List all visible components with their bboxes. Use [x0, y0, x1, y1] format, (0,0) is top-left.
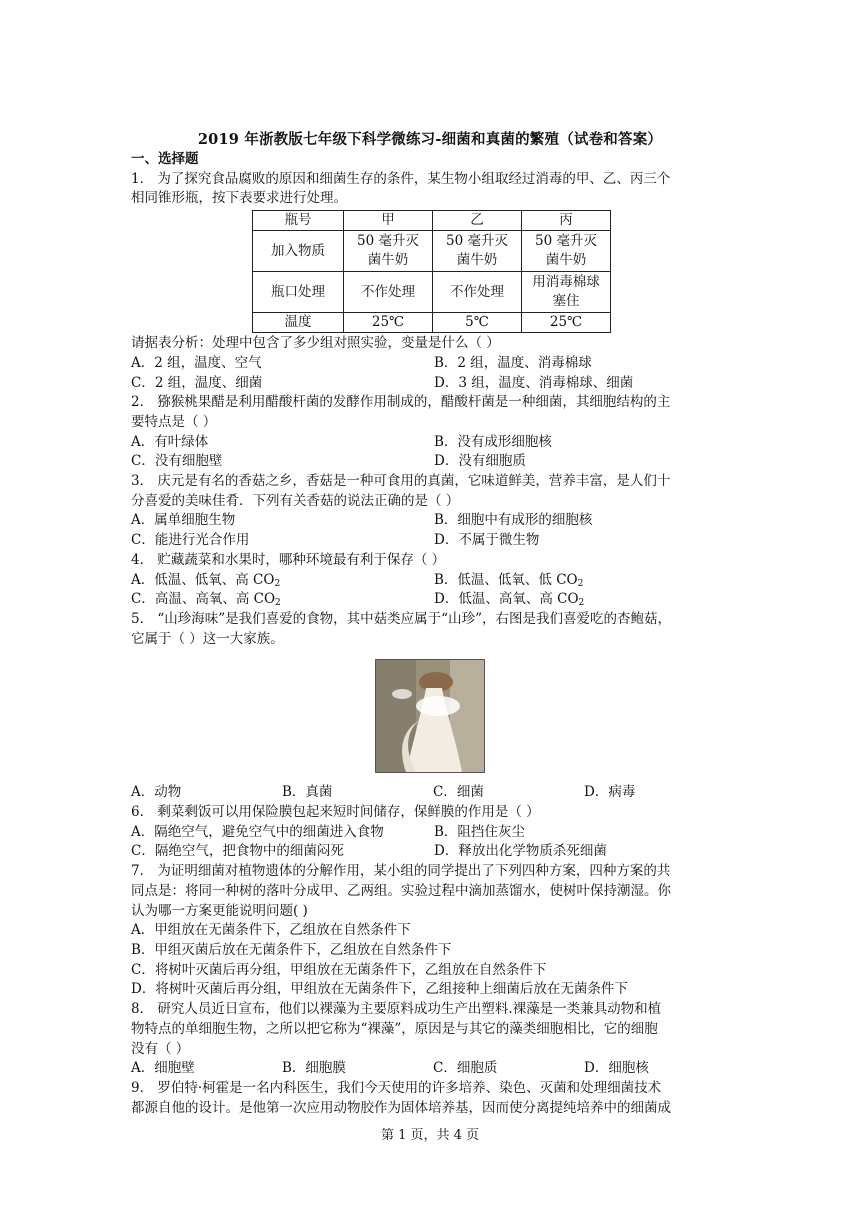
- option-d: D．将树叶灭菌后再分组，甲组放在无菌条件下，乙组接种上细菌后放在无菌条件下: [131, 981, 628, 998]
- q5-stem-line1: 5． “山珍海味”是我们喜爱的食物，其中菇类应属于“山珍”，右图是我们喜爱吃的杏鲍菇，: [131, 610, 671, 627]
- q8-stem-line2: 物特点的单细胞生物，之所以把它称为“裸藻”，原因是与其它的藻类细胞相比，它的细胞: [131, 1020, 658, 1037]
- table-cell: [433, 231, 522, 272]
- subscript: 2: [578, 598, 585, 609]
- q5-stem-line2: 它属于（ ）这一大家族。: [131, 630, 284, 647]
- option-text: B．低温、低氧、低 CO: [434, 571, 578, 588]
- option-text: A．低温、低氧、高 CO: [131, 571, 275, 588]
- q5-options: [131, 783, 737, 803]
- option-c: [131, 590, 434, 610]
- option-c: C．能进行光合作用: [131, 532, 250, 549]
- table-cell: 瓶号: [253, 211, 344, 231]
- cell-line: 50 毫升灭: [446, 233, 508, 250]
- option-d: D．3 组，温度、消毒棉球、细菌: [434, 374, 634, 391]
- option-a: A．隔绝空气，避免空气中的细菌进入食物: [131, 823, 384, 840]
- option-c: C．隔绝空气，把食物中的细菌闷死: [131, 843, 344, 860]
- content-body: [131, 150, 737, 1118]
- option-a: A．有叶绿体: [131, 433, 209, 450]
- table-cell: [522, 272, 611, 313]
- subscript: 2: [274, 578, 281, 589]
- table-cell: 25℃: [522, 313, 611, 333]
- table-cell: 甲: [344, 211, 433, 231]
- q3-options-row2: [131, 531, 737, 551]
- table-cell: 丙: [522, 211, 611, 231]
- option-text: C．高温、高氧、高 CO: [131, 591, 276, 608]
- q2-stem-line1: 2． 猕猴桃果醋是利用醋酸杆菌的发酵作用制成的，醋酸杆菌是一种细菌，其细胞结构的主: [131, 394, 671, 411]
- cell-line: 菌牛奶: [456, 252, 498, 269]
- table-row: [253, 313, 611, 333]
- q7-stem-line3: 认为哪一方案更能说明问题( ): [131, 902, 308, 919]
- q6-options-row1: [131, 823, 737, 843]
- q3-stem-line1: 3． 庆元是有名的香菇之乡，香菇是一种可食用的真菌，它味道鲜美，营养丰富，是人们十: [131, 473, 671, 490]
- q6-options-row2: [131, 842, 737, 862]
- option-c: C．将树叶灭菌后再分组，甲组放在无菌条件下，乙组放在自然条件下: [131, 961, 547, 978]
- q1-stem-line1: 1． 为了探究食品腐败的原因和细菌生存的条件，某生物小组取经过消毒的甲、乙、丙三个: [131, 170, 671, 187]
- table-row: [253, 211, 611, 231]
- option-a: A．细胞壁: [131, 1060, 195, 1077]
- table-cell: [344, 231, 433, 272]
- option-a: [131, 571, 434, 591]
- cell-line: 菌牛奶: [367, 252, 409, 269]
- option-b: B．真菌: [282, 784, 333, 801]
- q8-stem-line3: 没有（ ）: [131, 1040, 190, 1057]
- option-b: B．没有成形细胞核: [434, 433, 552, 450]
- q1-after-table: 请据表分析：处理中包含了多少组对照实验，变量是什么（ ）: [131, 335, 500, 352]
- option-b: [434, 571, 583, 591]
- q9-stem-line1: 9． 罗伯特·柯霍是一名内科医生，我们今天使用的许多培养、染色、灭菌和处理细菌技术: [131, 1079, 662, 1096]
- option-d: D．没有细胞质: [434, 453, 526, 470]
- q2-options-row2: [131, 452, 737, 472]
- q4-stem-line1: 4． 贮藏蔬菜和水果时，哪种环境最有利于保存（ ）: [131, 551, 446, 568]
- q2-options-row1: [131, 433, 737, 453]
- subscript: 2: [275, 598, 281, 609]
- option-a: A．动物: [131, 784, 182, 801]
- q7-stem-line2: 同点是：将同一种树的落叶分成甲、乙两组。实验过程中滴加蒸馏水，使树叶保持潮湿。你: [131, 882, 671, 899]
- q1-stem-line2: 相同锥形瓶，按下表要求进行处理。: [131, 190, 347, 207]
- section-heading: 一、选择题: [131, 151, 199, 167]
- q1-options-row2: [131, 374, 737, 394]
- option-c: C．细胞质: [433, 1060, 498, 1077]
- cell-line: 用消毒棉球: [532, 274, 600, 291]
- cell-line: 50 毫升灭: [535, 233, 597, 250]
- cell-line: 塞住: [552, 293, 580, 310]
- q2-stem-line2: 要特点是（ ）: [131, 413, 217, 430]
- page-footer: 第 1 页，共 4 页: [380, 1128, 480, 1143]
- subscript: 2: [577, 578, 584, 589]
- q9-stem-line2: 都源自他的设计。是他第一次应用动物胶作为固体培养基，因而使分离提纯培养中的细菌成: [131, 1099, 671, 1116]
- option-d: D．病毒: [584, 784, 636, 801]
- option-d: D．细胞核: [584, 1060, 649, 1077]
- q8-options: [131, 1059, 737, 1079]
- q4-options-row1: [131, 571, 737, 591]
- option-b: B．细胞膜: [282, 1060, 346, 1077]
- q3-stem-line2: 分喜爱的美味佳肴．下列有关香菇的说法正确的是（ ）: [131, 492, 460, 509]
- option-text: D．低温、高氧、高 CO: [434, 591, 579, 608]
- option-a: A．属单细胞生物: [131, 512, 236, 529]
- q1-options-row1: [131, 354, 737, 374]
- table-cell: 不作处理: [433, 272, 522, 313]
- king-oyster-mushroom-image: [375, 659, 485, 773]
- table-cell: 25℃: [344, 313, 433, 333]
- q4-options-row2: [131, 590, 737, 610]
- option-b: B．细胞中有成形的细胞核: [434, 512, 593, 529]
- option-a: A．甲组放在无菌条件下，乙组放在自然条件下: [131, 922, 411, 939]
- option-d: D．不属于微生物: [434, 532, 540, 549]
- table-cell: 不作处理: [344, 272, 433, 313]
- option-b: B．阻挡住灰尘: [434, 823, 525, 840]
- q8-stem-line1: 8． 研究人员近日宣布，他们以裸藻为主要原料成功生产出塑料.裸藻是一类兼具动物和植: [131, 1001, 662, 1018]
- table-row: [253, 231, 611, 272]
- option-c: C．没有细胞壁: [131, 453, 223, 470]
- table-cell: 加入物质: [253, 231, 344, 272]
- table-cell: 瓶口处理: [253, 272, 344, 313]
- mushroom-illustration: [376, 660, 484, 772]
- option-c: C．细菌: [433, 784, 484, 801]
- document-title: 2019 年浙教版七年级下科学微练习-细菌和真菌的繁殖（试卷和答案）: [197, 131, 663, 148]
- cell-line: 50 毫升灭: [357, 233, 419, 250]
- figure-area: [131, 649, 737, 783]
- q7-stem-line1: 7． 为证明细菌对植物遗体的分解作用，某小组的同学提出了下列四种方案，四种方案的共: [131, 863, 671, 880]
- table-cell: [522, 231, 611, 272]
- option-d: [434, 590, 584, 610]
- cell-line: 菌牛奶: [545, 252, 587, 269]
- table-row: [253, 272, 611, 313]
- q6-stem-line1: 6． 剩菜剩饭可以用保险膜包起来短时间储存，保鲜膜的作用是（ ）: [131, 804, 540, 821]
- option-c: C．2 组，温度、细菌: [131, 374, 263, 391]
- experiment-table: [252, 210, 611, 333]
- option-d: D．释放出化学物质杀死细菌: [434, 843, 607, 860]
- option-b: B．2 组，温度、消毒棉球: [434, 354, 592, 371]
- option-b: B．甲组灭菌后放在无菌条件下，乙组放在自然条件下: [131, 941, 452, 958]
- table-cell: 温度: [253, 313, 344, 333]
- table-cell: 乙: [433, 211, 522, 231]
- option-a: A．2 组，温度、空气: [131, 354, 262, 371]
- q3-options-row1: [131, 511, 737, 531]
- table-cell: 5℃: [433, 313, 522, 333]
